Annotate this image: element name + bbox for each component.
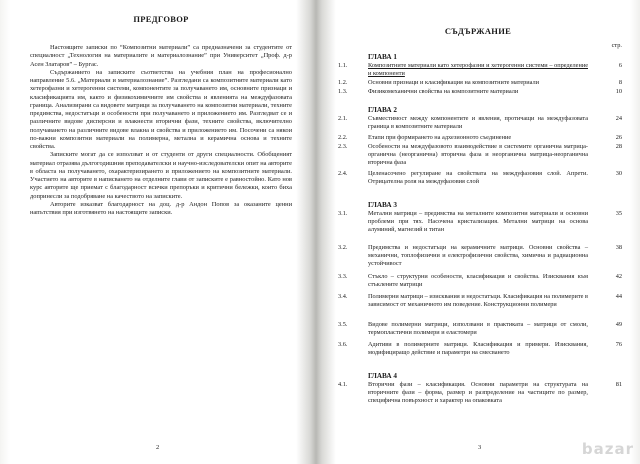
toc-number: 1.2.	[338, 79, 348, 86]
toc-title: Целенасочено регулиране на свойствата на междуфазовия слой. Апрети. Отрицателна роля на междуфазовия слой	[368, 170, 588, 185]
toc-page: 6	[618, 62, 622, 69]
toc-title: Видове полимерни матрици, използвани в практиката – матрици от смоли, термопластични полимери и еластомери	[368, 321, 588, 336]
toc-page: 24	[615, 115, 622, 122]
toc-title: Метални матрици – предимства на металните композитни материали и основни проблеми при тях. Насочена кристализация. Метални матрици на основа алуминий, магнезий и титан	[368, 210, 588, 233]
toc-number: 2.3.	[338, 143, 348, 150]
toc-page: 28	[615, 143, 622, 150]
watermark-logo: bazar	[581, 440, 634, 458]
chapter-heading: ГЛАВА 3	[368, 201, 397, 209]
toc-number: 2.4.	[338, 170, 348, 177]
toc-number: 3.4.	[338, 293, 348, 300]
preface-paragraph: Записките могат да се използват и от студенти от други специалности. Обобщеният материал отразява дългогодишния преподавателски и научно-изследователски опит на авторите в областа на получаването, охарактеризирането и приложението на композитните материали. Участието на авторите в написването на отделните глави от записките е равностойно. Като нов курс авторите ще приемат с благодарност всички препоръки и критични бележки, които биха допринесли за подобряване на качеството на записките.	[30, 151, 292, 200]
page-number-right: 3	[478, 444, 482, 451]
toc-title: Съвместимост между компонентите и явления, протичащи на междуфазовата граница в композитните материали	[368, 115, 588, 130]
preface-paragraph: Съдържанието на записките съответства на учебния план на професионално направление 5.6. „Материали и материалознание”. Разгледани са композитните материали като хетерофазни и хетерогенни системи, компонентите за получаването им, основните признаци и класификацията им, както и физикохимичните им свойства и явленията на междуфазовата граница. Анализирани са видовете матрици за получаването на композитни материали, техните предимства, недостатъци и особености при получаването и приложението им. Разгледват се и различните видове дисперсни и влакнести вторични фази, техните свойства, включително получаването на различните видове влакна и свойства и приложението им. Посочени са някои по-важни композитни материали на полимерна, метална и керамична основа и техните свойства.	[30, 68, 292, 150]
chapter-heading: ГЛАВА 1	[368, 53, 397, 61]
page-column-label: стр.	[611, 42, 622, 49]
toc-number: 1.3.	[338, 88, 348, 95]
right-page	[338, 0, 624, 464]
toc-number: 3.3.	[338, 273, 348, 280]
toc-page: 42	[615, 273, 622, 280]
toc-title: Композитните материали като хетерофазни и хетерогенни системи – определение и компоненти	[368, 62, 588, 77]
toc-title: Предимства и недостатъци на керамичните матрици. Основни свойства – механични, топлофизични и електрофизични свойства, химична и радиационна устойчивост	[368, 244, 588, 267]
toc-title: Етапи при формирането на адхезионното съединение	[368, 134, 512, 141]
toc-page: 8	[618, 79, 622, 86]
preface-paragraph: Авторите изказват благодарност на доц. д-р Андон Попов за оказаните ценни напътствия при изготвянето на настоящите записки.	[30, 200, 292, 216]
toc-number: 2.1.	[338, 115, 348, 122]
toc-title: Физикомеханични свойства на композитните материали	[368, 88, 519, 95]
chapter-heading: ГЛАВА 4	[368, 372, 397, 380]
toc-page: 26	[615, 134, 622, 141]
toc-page: 76	[615, 341, 622, 348]
chapter-heading: ГЛАВА 2	[368, 106, 397, 114]
toc-number: 4.1.	[338, 381, 348, 388]
toc-number: 3.6.	[338, 341, 348, 348]
toc-page: 35	[615, 210, 622, 217]
left-page	[30, 0, 292, 464]
toc-number: 3.5.	[338, 321, 348, 328]
toc-number: 3.2.	[338, 244, 348, 251]
toc-title: Основни признаци и класификация на композитните материали	[368, 79, 540, 86]
toc-page: 10	[615, 88, 622, 95]
toc-number: 2.2.	[338, 134, 348, 141]
toc-page: 44	[615, 293, 622, 300]
preface-text	[30, 44, 292, 217]
preface-paragraph: Настоящите записки по “Композитни материали” са предназначени за студентите от специалност „Технология на материалите и материалознание” при Университет „Проф. д-р Асен Златаров” – Бургас.	[30, 44, 292, 68]
preface-title: ПРЕДГОВОР	[133, 14, 189, 24]
toc-title: Особености на междуфазовото взаимодействие в системите органична матрица-органична (неорганична) вторична фаза и неорганична матрица-неорганична вторична фаза	[368, 143, 588, 166]
toc-number: 3.1.	[338, 210, 348, 217]
toc-page: 38	[615, 244, 622, 251]
toc-title: Стъкло – структурни особености, класификация и свойства. Изисквания към стъклените матрици	[368, 273, 588, 288]
toc-page: 30	[615, 170, 622, 177]
toc-number: 1.1.	[338, 62, 348, 69]
contents-title: СЪДЪРЖАНИЕ	[444, 26, 512, 36]
toc-title: Вторични фази – класификация. Основни параметри на структурата на вторичните фази – форма, размер и разпределение на частиците по размер, специфична повърхност и характер на опаковката	[368, 381, 588, 404]
page-number-left: 2	[156, 444, 160, 451]
toc-page: 49	[615, 321, 622, 328]
toc-page: 81	[615, 381, 622, 388]
toc-title: Полимерни матрици – изисквания и недостатъци. Класификация на полимерите в зависимост от механичното им поведение. Конструкционни полимери	[368, 293, 588, 308]
toc-title: Адитиви в полимерните матрици. Класификация и примери. Изисквания, модифициращо действие и параметри на смесването	[368, 341, 588, 356]
